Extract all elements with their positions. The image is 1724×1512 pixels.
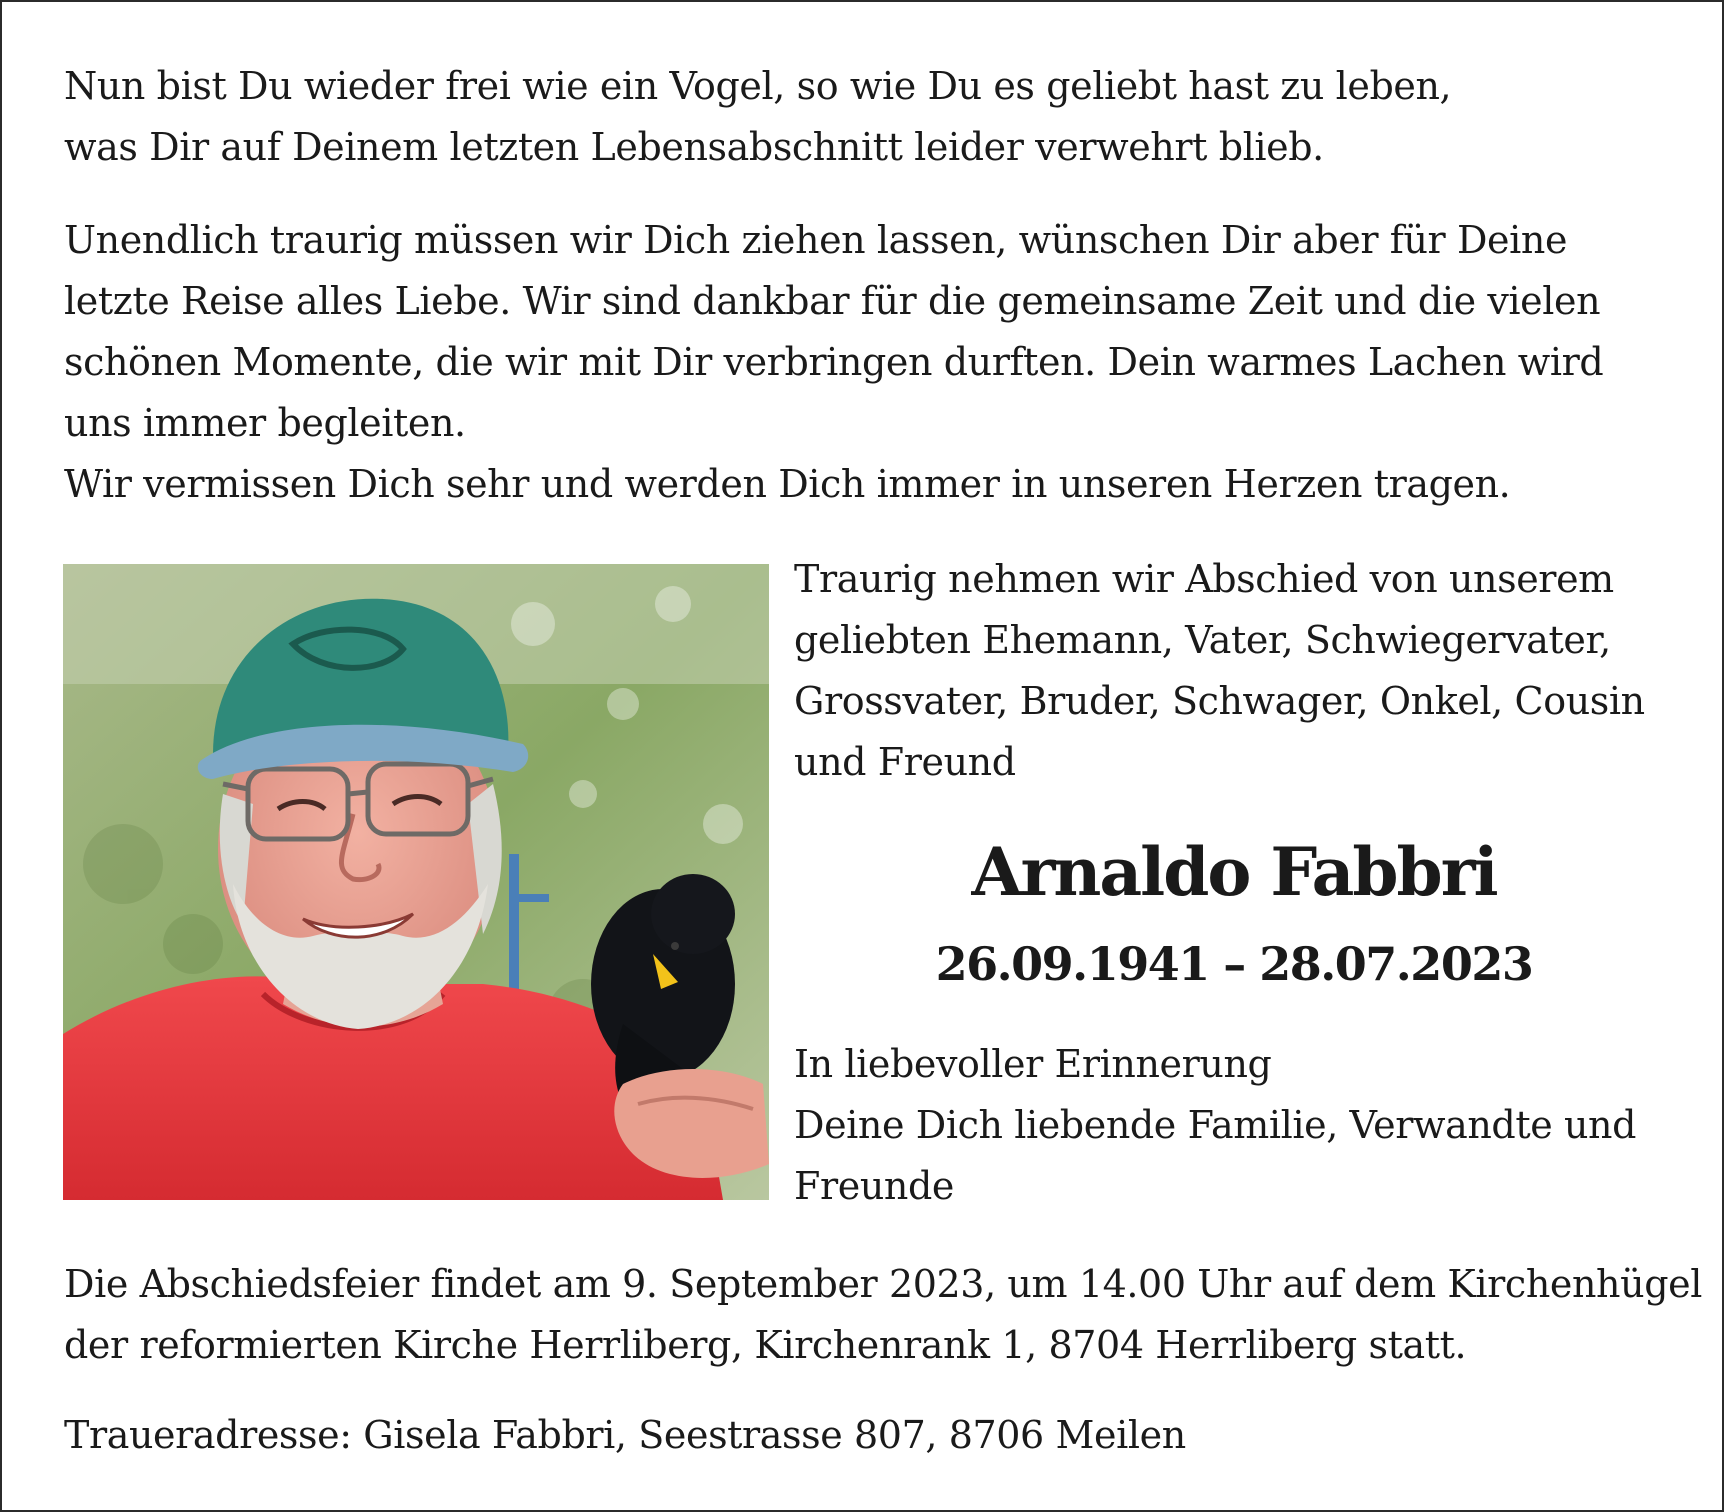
ceremony-line-1: Die Abschiedsfeier findet am 9. September 2023, um 14.00 Uhr auf dem Kirchenhügel — [64, 1262, 1702, 1306]
memory-paragraph — [794, 1034, 1636, 1217]
mourning-address — [64, 1405, 1186, 1466]
lament-line-3: schönen Momente, die wir mit Dir verbringen durften. Dein warmes Lachen wird — [64, 340, 1604, 384]
memory-line-1: In liebevoller Erinnerung — [794, 1042, 1272, 1086]
farewell-line-1: Traurig nehmen wir Abschied von unserem — [794, 557, 1614, 601]
portrait-illustration — [63, 564, 769, 1200]
announcement-column — [794, 549, 1674, 1208]
farewell-paragraph — [794, 549, 1674, 793]
lament-paragraph — [64, 210, 1603, 515]
lament-line-5: Wir vermissen Dich sehr und werden Dich immer in unseren Herzen tragen. — [64, 462, 1511, 506]
intro-line-1: Nun bist Du wieder frei wie ein Vogel, so wie Du es geliebt hast zu leben, — [64, 64, 1452, 108]
lament-line-1: Unendlich traurig müssen wir Dich ziehen lassen, wünschen Dir aber für Deine — [64, 218, 1568, 262]
intro-paragraph — [64, 56, 1451, 178]
memory-line-3: Freunde — [794, 1164, 954, 1208]
farewell-line-2: geliebten Ehemann, Vater, Schwiegervater, — [794, 618, 1611, 662]
lament-line-2: letzte Reise alles Liebe. Wir sind dankbar für die gemeinsame Zeit und die vielen — [64, 279, 1601, 323]
intro-line-2: was Dir auf Deinem letzten Lebensabschnitt leider verwehrt blieb. — [64, 125, 1324, 169]
farewell-line-4: und Freund — [794, 740, 1016, 784]
life-dates: 26.09.1941 – 28.07.2023 — [935, 937, 1533, 991]
address-line: Traueradresse: Gisela Fabbri, Seestrasse 807, 8706 Meilen — [64, 1413, 1186, 1457]
ceremony-paragraph — [64, 1254, 1702, 1376]
ceremony-line-2: der reformierten Kirche Herrliberg, Kirchenrank 1, 8704 Herrliberg statt. — [64, 1323, 1467, 1367]
deceased-name: Arnaldo Fabbri — [971, 833, 1497, 911]
portrait-photo — [63, 564, 769, 1200]
memory-line-2: Deine Dich liebende Familie, Verwandte und — [794, 1103, 1637, 1147]
lament-line-4: uns immer begleiten. — [64, 401, 466, 445]
farewell-line-3: Grossvater, Bruder, Schwager, Onkel, Cousin — [794, 679, 1645, 723]
